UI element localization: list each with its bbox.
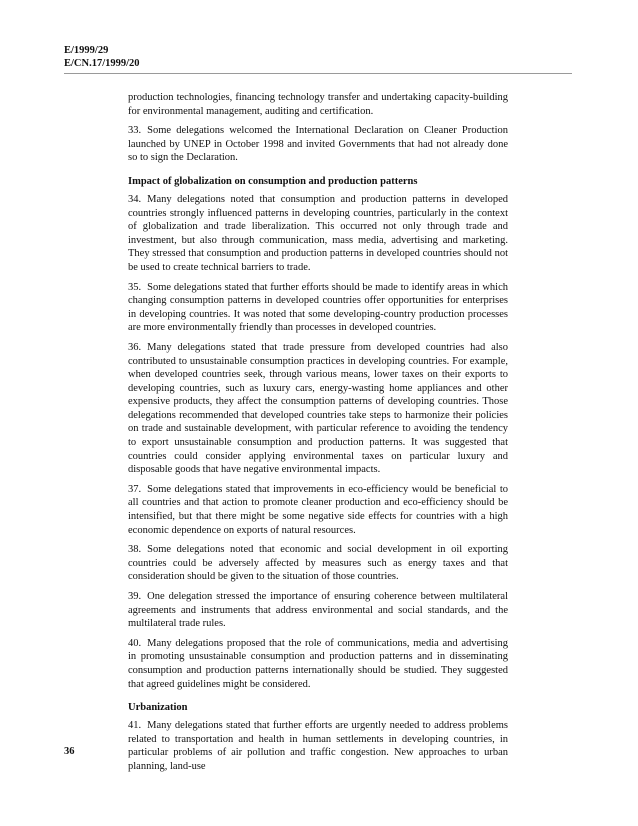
document-symbol-primary: E/1999/29 [64,45,109,56]
paragraph-text: Some delegations noted that economic and social development in oil exporting countries could be adversely affected by measures such as energy taxes and that consideration should be given to the situation of those countries. [128,544,508,583]
paragraph-36 [128,341,508,477]
section-heading-urbanization: Urbanization [128,702,188,714]
paragraph-33 [128,124,508,165]
paragraph-38 [128,543,508,584]
page-number: 36 [64,746,75,757]
paragraph-number: 37. [128,483,142,495]
paragraph-text: Many delegations stated that further efforts are urgently needed to address problems related to transportation and health in human settlements in developing countries, in particular problems of air pollution and traffic congestion. New approaches to urban planning, land-use [128,720,508,772]
paragraph-number: 35. [128,281,142,293]
paragraph-text: Many delegations proposed that the role of communications, media and advertising in promoting unsustainable consumption and production patterns and in disseminating consumption and production patterns internationally should be studied. They suggested that agreed guidelines might be considered. [128,637,508,690]
header-rule [64,73,572,74]
paragraph-37 [128,483,508,537]
document-body [128,91,508,780]
paragraph-number: 38. [128,544,142,556]
paragraph-number: 33. [128,125,142,137]
paragraph-text: Some delegations stated that further efforts should be made to identify areas in which changing consumption patterns in developed countries offer opportunities for enterprises in developing countries. It was noted that some developing-country production processes are more environmentally friendly than processes in developed countries. [128,281,508,334]
paragraph-number: 41. [128,720,142,732]
section-heading-globalization: Impact of globalization on consumption and production patterns [128,175,418,187]
document-symbol-secondary: E/CN.17/1999/20 [64,58,140,69]
document-symbols [64,44,140,70]
paragraph-text: Some delegations stated that improvements in eco-efficiency would be beneficial to all countries and that action to promote cleaner production and eco-efficiency should be intensified, but that there might be some negative side effects for countries with a high economic dependence on exports of natural resources. [128,483,508,536]
paragraph-text: Many delegations noted that consumption and production patterns in developed countries strongly influenced patterns in developing countries, particularly in the context of globalization and trade liberalization. This occurred not only through trade and investment, but also through communication, mass media, advertising and marketing. They stressed that consumption and production patterns in developed countries should not be used to create technical barriers to trade. [128,193,508,273]
paragraph-35 [128,281,508,335]
paragraph-text: production technologies, financing technology transfer and undertaking capacity-building for environmental management, auditing and certification. [128,92,508,117]
paragraph-text: One delegation stressed the importance of ensuring coherence between multilateral agreements and instruments that address environmental and social standards, and the multilateral trade rules. [128,591,508,630]
paragraph-39 [128,590,508,631]
paragraph-number: 40. [128,637,142,649]
paragraph-number: 34. [128,193,142,205]
paragraph-41 [128,719,508,773]
paragraph-number: 39. [128,591,142,602]
paragraph-32-continued [128,91,508,118]
paragraph-number: 36. [128,341,142,353]
paragraph-text: Some delegations welcomed the International Declaration on Cleaner Production launched by UNEP in October 1998 and invited Governments that had not already done so to sign the Declaration. [128,125,508,164]
paragraph-40 [128,637,508,691]
paragraph-text: Many delegations stated that trade pressure from developed countries had also contributed to unsustainable consumption practices in developing countries. For example, when developed countries seek, through various means, lower taxes on their exports to developing countries, such as luxury cars, energy-wasting home appliances and other expensive products, they affect the consumption patterns of developing countries. Those delegations recommended that developed countries take steps to harmonize their policies on trade and sustainable development, with particular reference to avoiding the tendency to export unsustainable consumption and production patterns. It was suggested that countries could consider applying environmental taxes on particular luxury and disposable goods that have negative environmental impacts. [128,341,508,476]
paragraph-34 [128,193,508,275]
